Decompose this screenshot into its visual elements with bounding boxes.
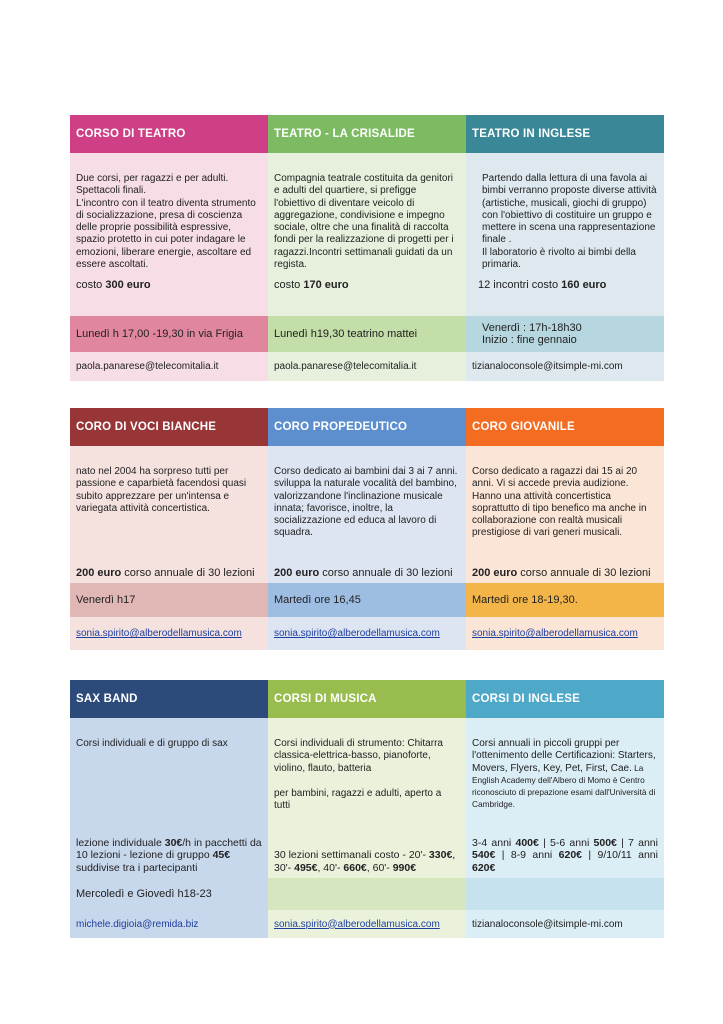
description-row	[70, 153, 664, 316]
header-coro-propedeutico: CORO PROPEDEUTICO	[268, 408, 466, 446]
schedule-corsi-musica	[268, 878, 466, 910]
price	[76, 567, 262, 579]
email-link[interactable]	[268, 910, 466, 938]
email-text[interactable]: sonia.spirito@alberodellamusica.com	[274, 918, 440, 930]
price-text: | 9/10/11 anni	[582, 849, 658, 861]
schedule-corso-teatro: Lunedì h 17,00 -19,30 in via Frigia	[70, 316, 268, 352]
section-cori	[70, 408, 664, 650]
schedule-row	[70, 583, 664, 617]
description-row	[70, 446, 664, 583]
schedule-row	[70, 878, 664, 910]
price-text: 3-4 anni	[472, 836, 516, 849]
header-row	[70, 115, 664, 153]
price-prefix: 12 incontri costo	[478, 279, 562, 292]
price-text: 30 lezioni settimanali costo - 20'-	[274, 849, 429, 861]
schedule-teatro-inglese: Venerdì : 17h-18h30 Inizio : fine gennaio	[466, 316, 664, 352]
desc-corsi-musica	[268, 718, 466, 878]
price-value: 30€	[164, 836, 183, 849]
email-link[interactable]	[70, 910, 268, 938]
price-value: 660€	[343, 861, 367, 874]
section-corsi	[70, 680, 664, 938]
header-corsi-musica: CORSI DI MUSICA	[268, 680, 466, 718]
price-text: , 60'-	[366, 861, 393, 874]
desc-text: Corsi individuali e di gruppo di sax	[76, 738, 228, 749]
price	[274, 849, 460, 874]
desc-text: Due corsi, per ragazzi e per adulti. Spettacoli finali. L'incontro con il teatro diventa strumento di socializzazione, presa di coscienza delle proprie possibilità espressive, spazio protetto in cui poter indagare le emozioni, liberare energie, ascoltare ed essere ascoltati.	[76, 173, 256, 271]
price-prefix: costo	[76, 279, 106, 292]
price	[472, 837, 658, 875]
price-value: 620€	[472, 861, 496, 874]
email-text[interactable]: tizianaloconsole@itsimple-mi.com	[472, 918, 623, 930]
desc-text: Corsi individuali di strumento: Chitarra classica-elettrica-basso, pianoforte, violino, flauto, batteria	[274, 738, 443, 774]
price-value: 990€	[392, 861, 417, 874]
price-value: 45€	[212, 849, 231, 861]
price-text: , 30'-	[274, 849, 456, 874]
desc-text: Corso dedicato ai bambini dai 3 ai 7 anni. sviluppa la naturale vocalità del bambino, valorizzandone l'inclinazione musicale innata; favorisce, inoltre, la socializzazione ed educa al lavoro di squadra.	[274, 466, 458, 539]
price-text: lezione individuale	[76, 836, 165, 849]
email-link[interactable]	[466, 617, 664, 650]
price	[274, 279, 460, 291]
header-coro-voci-bianche: CORO DI VOCI BIANCHE	[70, 408, 268, 446]
header-row	[70, 408, 664, 446]
price-suffix: corso annuale di 30 lezioni	[517, 566, 651, 579]
desc-crisalide	[268, 153, 466, 316]
email-link[interactable]	[70, 617, 268, 650]
desc-propedeutico	[268, 446, 466, 583]
contact-row	[70, 910, 664, 938]
price-value: 495€	[294, 861, 318, 874]
schedule-propedeutico: Martedì ore 16,45	[268, 583, 466, 617]
price	[274, 567, 460, 579]
schedule-giovanile: Martedì ore 18-19,30.	[466, 583, 664, 617]
email-link[interactable]	[466, 910, 664, 938]
schedule-sax-band: Mercoledì e Giovedì h18-23	[70, 878, 268, 910]
desc-text: nato nel 2004 ha sorpreso tutti per passione e caparbietà facendosi quasi subito apprezzare per un'intensa e variegata attività concertistica.	[76, 466, 247, 514]
email-link[interactable]: tizianaloconsole@itsimple-mi.com	[466, 352, 664, 381]
price-value: 300 euro	[105, 279, 151, 292]
desc-voci-bianche	[70, 446, 268, 583]
email-text[interactable]: sonia.spirito@alberodellamusica.com	[472, 628, 638, 639]
price-value: 200 euro	[76, 566, 122, 579]
desc-teatro-inglese	[466, 153, 664, 316]
email-text[interactable]: michele.digioia@remida.biz	[76, 918, 199, 930]
schedule-row	[70, 316, 664, 352]
header-teatro-inglese: TEATRO IN INGLESE	[466, 115, 664, 153]
price-value: 500€	[593, 836, 617, 849]
email-link[interactable]	[268, 617, 466, 650]
contact-row	[70, 617, 664, 650]
price-value: 160 euro	[561, 279, 607, 292]
price-text: /h in pacchetti da 10 lezioni - lezione di gruppo	[76, 836, 262, 861]
desc-text: Corso dedicato a ragazzi dai 15 ai 20 anni. Vi si accede previa audizione. Hanno una attività concertistica soprattutto di tipo benefico ma anche in collaborazione con realtà musicali prestigiose di vari generi musicali.	[472, 466, 647, 539]
price-value: 200 euro	[472, 566, 518, 579]
header-corsi-inglese: CORSI DI INGLESE	[466, 680, 664, 718]
header-row	[70, 680, 664, 718]
desc-main: Corsi annuali in piccoli gruppi per l'ottenimento delle Certificazioni: Starters, Movers, Flyers, Key, Pet, First, Cae.	[472, 738, 656, 774]
price-text: | 7 anni	[616, 836, 658, 849]
email-link[interactable]: paola.panarese@telecomitalia.it	[70, 352, 268, 381]
price	[472, 567, 658, 579]
price	[76, 279, 262, 291]
header-corso-di-teatro: CORSO DI TEATRO	[70, 115, 268, 153]
header-teatro-crisalide: TEATRO - LA CRISALIDE	[268, 115, 466, 153]
price-value: 170 euro	[303, 279, 349, 292]
price-value: 540€	[472, 849, 496, 861]
desc-text	[472, 738, 658, 829]
price-value: 330€	[428, 849, 453, 861]
price-text: | 8-9 anni	[495, 849, 559, 861]
price-value: 620€	[558, 849, 582, 861]
price-prefix: costo	[274, 279, 304, 292]
desc-text: Partendo dalla lettura di una favola ai bimbi verranno proposte diverse attività (artistiche, musicali, giochi di gruppo) con l'obiettivo di costituire un gruppo e mettere in scena una rappresentazione finale . Il laboratorio è rivolto ai bimbi della primaria.	[482, 173, 657, 271]
header-coro-giovanile: CORO GIOVANILE	[466, 408, 664, 446]
price-text: , 40'-	[317, 861, 344, 874]
price-value: 200 euro	[274, 566, 320, 579]
description-row	[70, 718, 664, 878]
price-value: 400€	[515, 836, 539, 849]
contact-row	[70, 352, 664, 381]
desc-corso-teatro	[70, 153, 268, 316]
schedule-crisalide: Lunedì h19,30 teatrino mattei	[268, 316, 466, 352]
schedule-voci-bianche: Venerdì h17	[70, 583, 268, 617]
section-teatro	[70, 115, 664, 381]
desc-small: La English Academy dell'Albero di Momo è Centro riconosciuto di prepazione esami dall'Università di Cambridge.	[472, 762, 656, 810]
price-text: suddivise tra i partecipanti	[76, 861, 198, 874]
price-text: | 5-6 anni	[538, 836, 594, 849]
email-text[interactable]: sonia.spirito@alberodellamusica.com	[76, 628, 242, 639]
desc-corsi-inglese	[466, 718, 664, 878]
header-sax-band: SAX BAND	[70, 680, 268, 718]
schedule-corsi-inglese	[466, 878, 664, 910]
desc-sax-band	[70, 718, 268, 878]
desc-text: per bambini, ragazzi e adulti, aperto a tutti	[274, 787, 442, 812]
price	[478, 279, 658, 291]
desc-giovanile	[466, 446, 664, 583]
price-suffix: corso annuale di 30 lezioni	[319, 566, 453, 579]
price	[76, 837, 262, 875]
desc-text: Compagnia teatrale costituita da genitori e adulti del quartiere, si prefigge l'obiettivo di diventare veicolo di aggregazione, condivisione e impegno sociale, oltre che una finalità di raccolta fondi per la realizzazione di progetti per i ragazzi.Incontri settimanali guidati da un regista.	[274, 173, 454, 271]
email-link[interactable]: paola.panarese@telecomitalia.it	[268, 352, 466, 381]
email-text[interactable]: sonia.spirito@alberodellamusica.com	[274, 628, 440, 639]
price-suffix: corso annuale di 30 lezioni	[121, 566, 255, 579]
